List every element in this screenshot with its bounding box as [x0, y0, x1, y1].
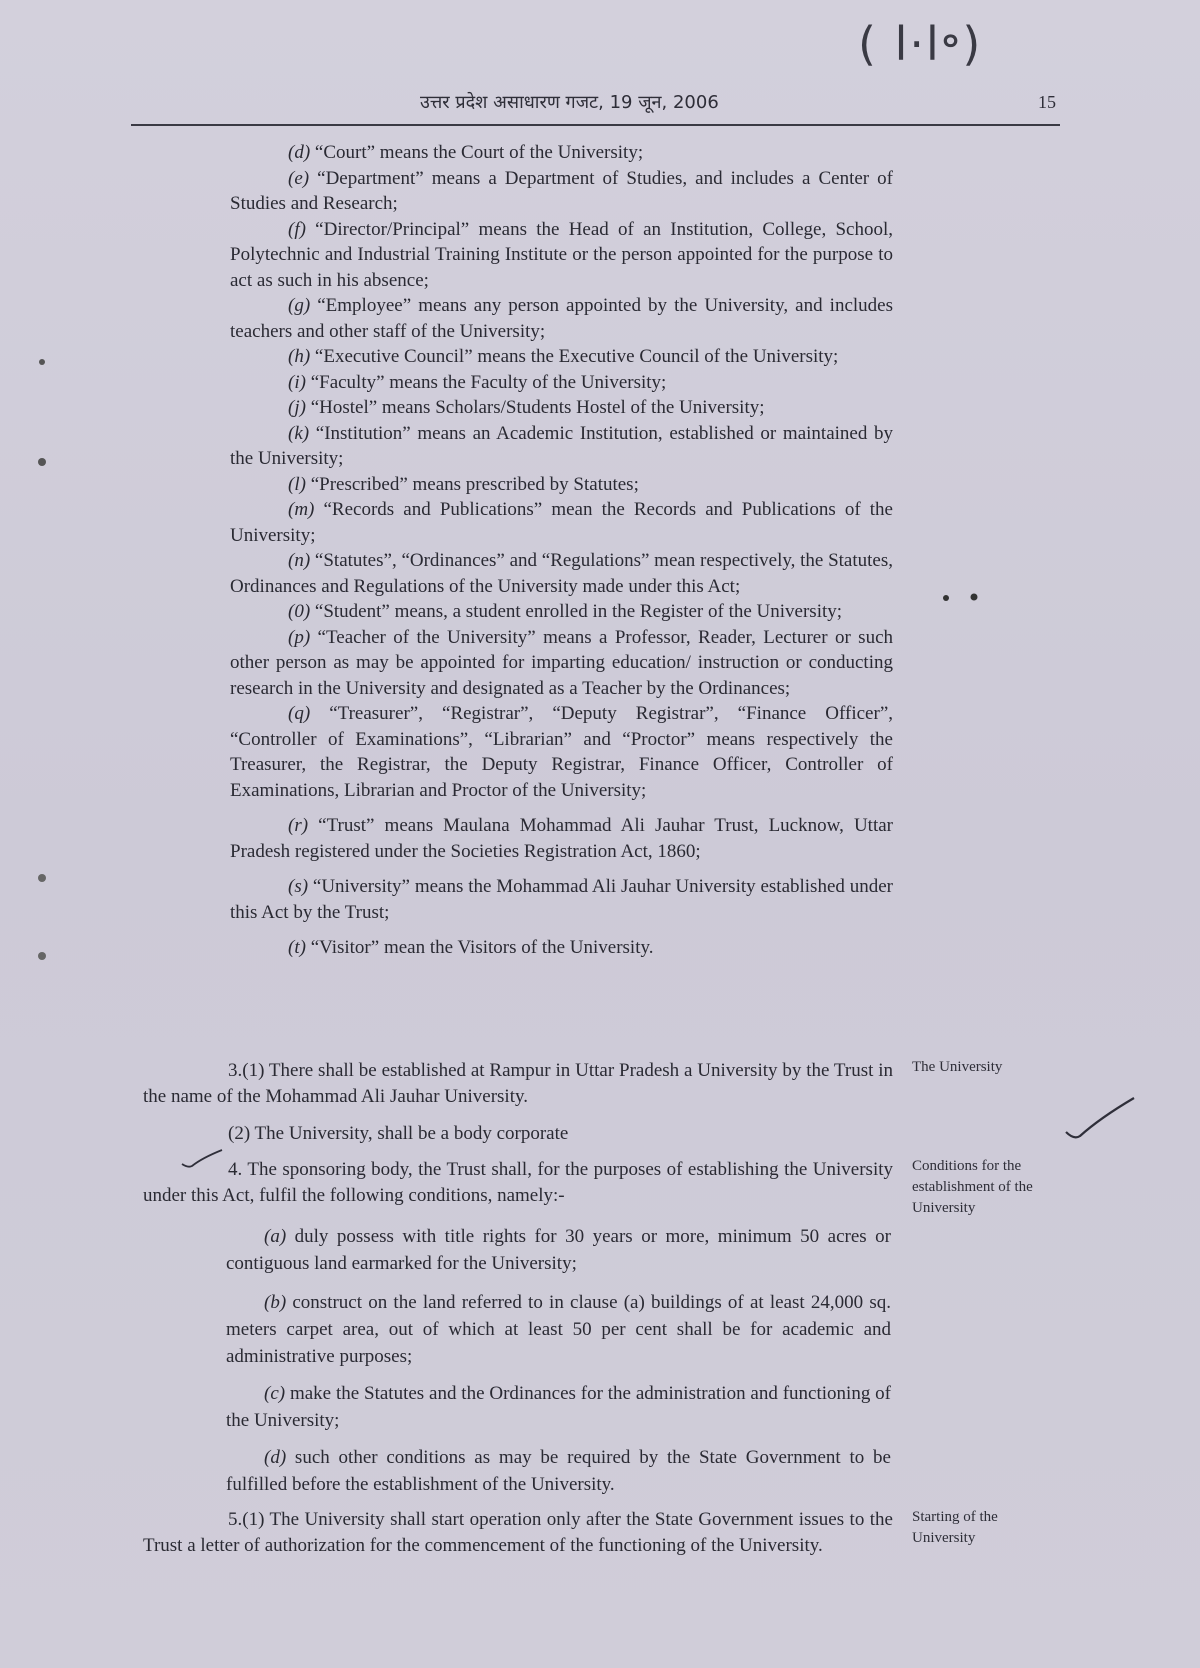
definition-f: (f) “Director/Principal” means the Head of an Institution, College, School, Polytechnic and Industrial Training Institute or the person appointed for the purpose to act as such in his absence; — [230, 218, 893, 291]
definition-i: (i) “Faculty” means the Faculty of the University; — [288, 371, 667, 393]
definition-q: (q) “Treasurer”, “Registrar”, “Deputy Registrar”, “Finance Officer”, “Controller of Examinations”, “Librarian” and “Proctor” means respectively the Treasurer, the Registrar, the Deputy Registrar, Finance Officer, Controller of Examinations, Librarian and Proctor of the University; — [230, 703, 893, 801]
section-3-1-text: 3.(1) There shall be established at Rampur in Uttar Pradesh a University by the Trust in the name of the Mohammad Ali Jauhar University. — [143, 1060, 893, 1107]
margin-note-starting: Starting of the University — [912, 1509, 998, 1546]
section-4 — [143, 1157, 893, 1208]
definition-m: (m) “Records and Publications” mean the Records and Publications of the University; — [230, 499, 893, 546]
definition-e: (e) “Department” means a Department of Studies, and includes a Center of Studies and Research; — [230, 167, 893, 214]
ink-specks — [938, 590, 988, 606]
header-divider — [131, 124, 1060, 126]
checkmark-icon — [178, 1146, 228, 1176]
definition-d: (d) “Court” means the Court of the University; — [288, 142, 644, 163]
definition-h: (h) “Executive Council” means the Executive Council of the University; — [288, 346, 839, 367]
definition-n: (n) “Statutes”, “Ordinances” and “Regulations” mean respectively, the Statutes, Ordinances and Regulations of the University made under this Act; — [230, 550, 893, 597]
binding-hole-marks — [30, 350, 54, 970]
definition-g: (g) “Employee” means any person appointed by the University, and includes teachers and other staff of the University; — [230, 295, 893, 342]
checkmark-icon — [1060, 1090, 1140, 1150]
definition-t: (t) “Visitor” mean the Visitors of the University. — [288, 937, 654, 958]
section-3-2-text: (2) The University, shall be a body corporate — [228, 1123, 569, 1144]
definition-k: (k) “Institution” means an Academic Institution, established or maintained by the University; — [230, 422, 893, 469]
definition-s: (s) “University” means the Mohammad Ali Jauhar University established under this Act by the Trust; — [230, 876, 893, 923]
section-4-text: 4. The sponsoring body, the Trust shall, for the purposes of establishing the University under this Act, fulfil the following conditions, namely:- — [143, 1159, 893, 1206]
section-5-1-text: 5.(1) The University shall start operation only after the State Government issues to the Trust a letter of authorization for the commencement of the functioning of the University. — [143, 1509, 893, 1556]
gazette-header-title: उत्तर प्रदेश असाधारण गजट, 19 जून, 2006 — [420, 92, 719, 113]
definition-r: (r) “Trust” means Maulana Mohammad Ali Jauhar Trust, Lucknow, Uttar Pradesh registered under the Societies Registration Act, 1860; — [230, 815, 893, 862]
section-5-1 — [143, 1507, 893, 1558]
definition-l: (l) “Prescribed” means prescribed by Statutes; — [288, 473, 639, 495]
condition-c: (c) make the Statutes and the Ordinances for the administration and functioning of the University; — [226, 1383, 891, 1431]
margin-note-conditions: Conditions for the establishment of the University — [912, 1158, 1033, 1216]
definitions-list — [230, 140, 893, 961]
definition-p: (p) “Teacher of the University” means a Professor, Reader, Lecturer or such other person as may be appointed for imparting education/ instruction or conducting research in the University and designated as a Teacher by the Ordinances; — [230, 626, 893, 699]
condition-b: (b) construct on the land referred to in clause (a) buildings of at least 24,000 sq. meters carpet area, out of which at least 50 per cent shall be for academic and administrative purposes; — [226, 1292, 891, 1367]
section-3-2 — [143, 1121, 893, 1147]
condition-a: (a) duly possess with title rights for 30 years or more, minimum 50 acres or contiguous land earmarked for the University; — [226, 1226, 891, 1274]
condition-d: (d) such other conditions as may be required by the State Government to be fulfilled before the establishment of the University. — [226, 1447, 891, 1495]
margin-note-university: The University — [912, 1059, 1003, 1075]
handwritten-page-stamp: ( l·l॰) — [858, 17, 983, 71]
definition-o: (0) “Student” means, a student enrolled in the Register of the University; — [288, 601, 843, 622]
definition-j: (j) “Hostel” means Scholars/Students Hostel of the University; — [288, 397, 765, 418]
page-number: 15 — [1038, 92, 1056, 112]
section-3-1 — [143, 1058, 893, 1109]
